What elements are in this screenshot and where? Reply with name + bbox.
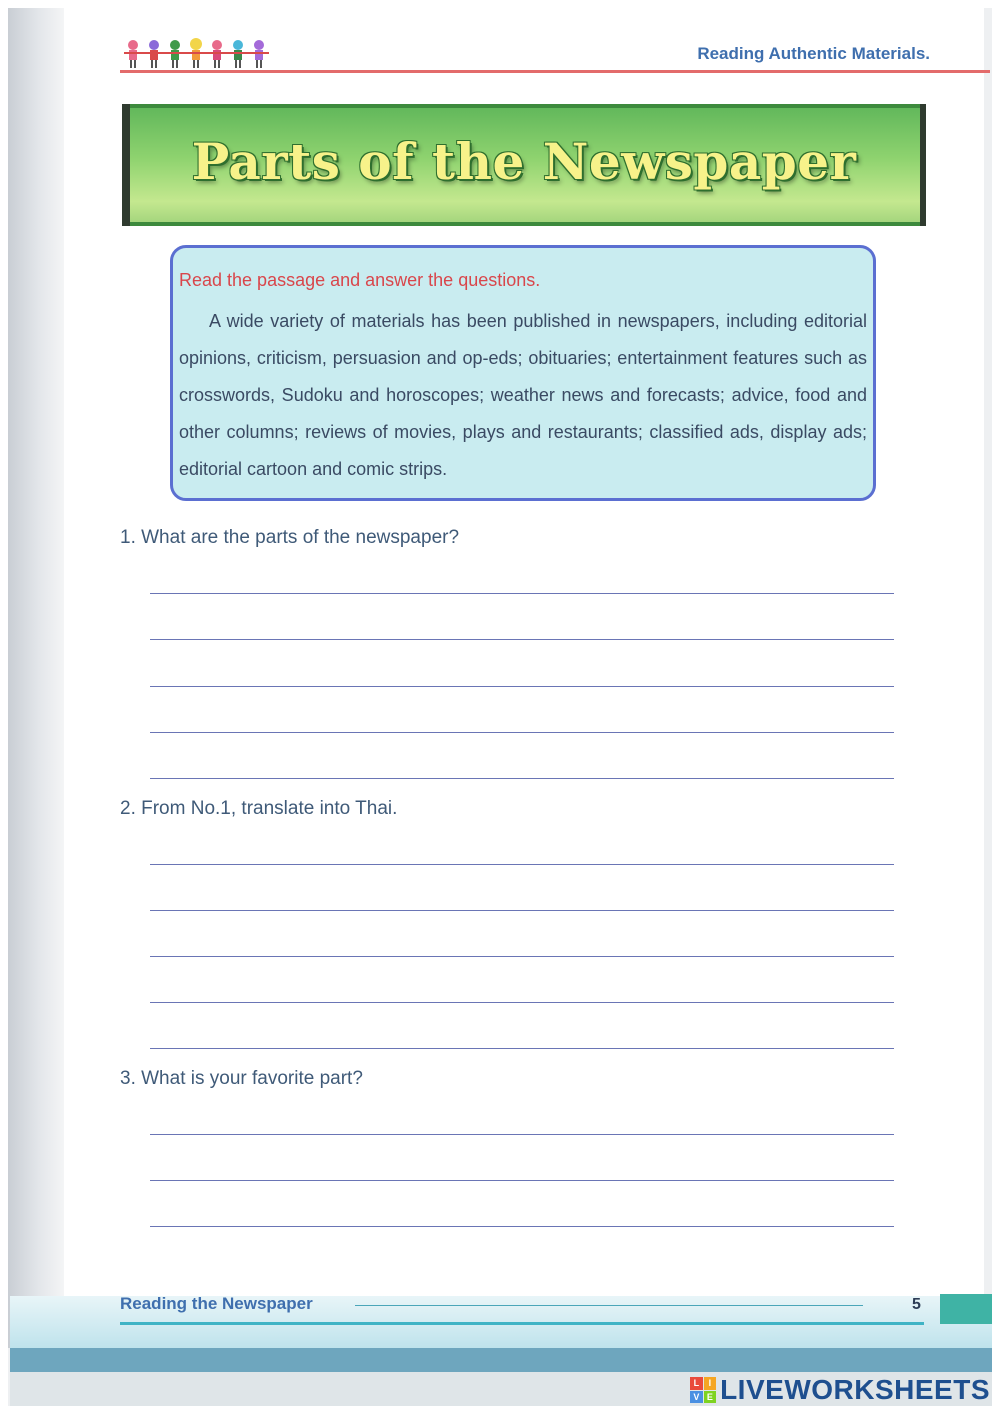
logo-letter-v: V [690,1391,703,1404]
book-spine-shadow [8,8,64,1348]
answer-line-q2-5[interactable] [150,1048,894,1049]
answer-line-q2-2[interactable] [150,910,894,911]
page-number: 5 [912,1296,921,1313]
question-2: 2. From No.1, translate into Thai. [120,798,398,819]
header-divider [120,70,990,73]
answer-line-q1-4[interactable] [150,732,894,733]
page-title: Parts of the Newspaper [191,132,857,191]
instruction-text: Read the passage and answer the questions. [179,270,541,290]
title-banner [122,104,926,226]
reading-passage: A wide variety of materials has been published in newspapers, including editorial opinions, criticism, persuasion and op-eds; obituaries; entertainment features such as crosswords, Sudoku and horoscopes; weather news and forecasts; advice, food and other columns; reviews of movies, plays and restaurants; classified ads, display ads; editorial cartoon and comic strips. [179,311,867,479]
logo-letter-i: I [704,1377,717,1390]
page-tab [940,1294,992,1324]
liveworksheets-brand: LIVEWORKSHEETS [720,1374,990,1405]
header-title: Reading Authentic Materials. [697,44,930,63]
answer-line-q1-3[interactable] [150,686,894,687]
liveworksheets-logo [690,1374,990,1406]
answer-line-q1-2[interactable] [150,639,894,640]
question-3: 3. What is your favorite part? [120,1068,363,1089]
answer-line-q1-1[interactable] [150,593,894,594]
logo-letter-e: E [704,1391,717,1404]
answer-line-q1-5[interactable] [150,778,894,779]
answer-line-q3-3[interactable] [150,1226,894,1227]
question-1: 1. What are the parts of the newspaper? [120,527,460,548]
logo-letter-l: L [690,1377,703,1390]
answer-line-q3-2[interactable] [150,1180,894,1181]
footer-title: Reading the Newspaper [120,1294,313,1313]
footer-stripe [10,1348,992,1372]
footer-underline [120,1322,924,1325]
answer-line-q2-3[interactable] [150,956,894,957]
answer-line-q2-4[interactable] [150,1002,894,1003]
answer-line-q2-1[interactable] [150,864,894,865]
answer-line-q3-1[interactable] [150,1134,894,1135]
children-holding-hands-icon [124,38,284,70]
liveworksheets-icon [690,1377,716,1403]
footer-rule [355,1305,863,1306]
